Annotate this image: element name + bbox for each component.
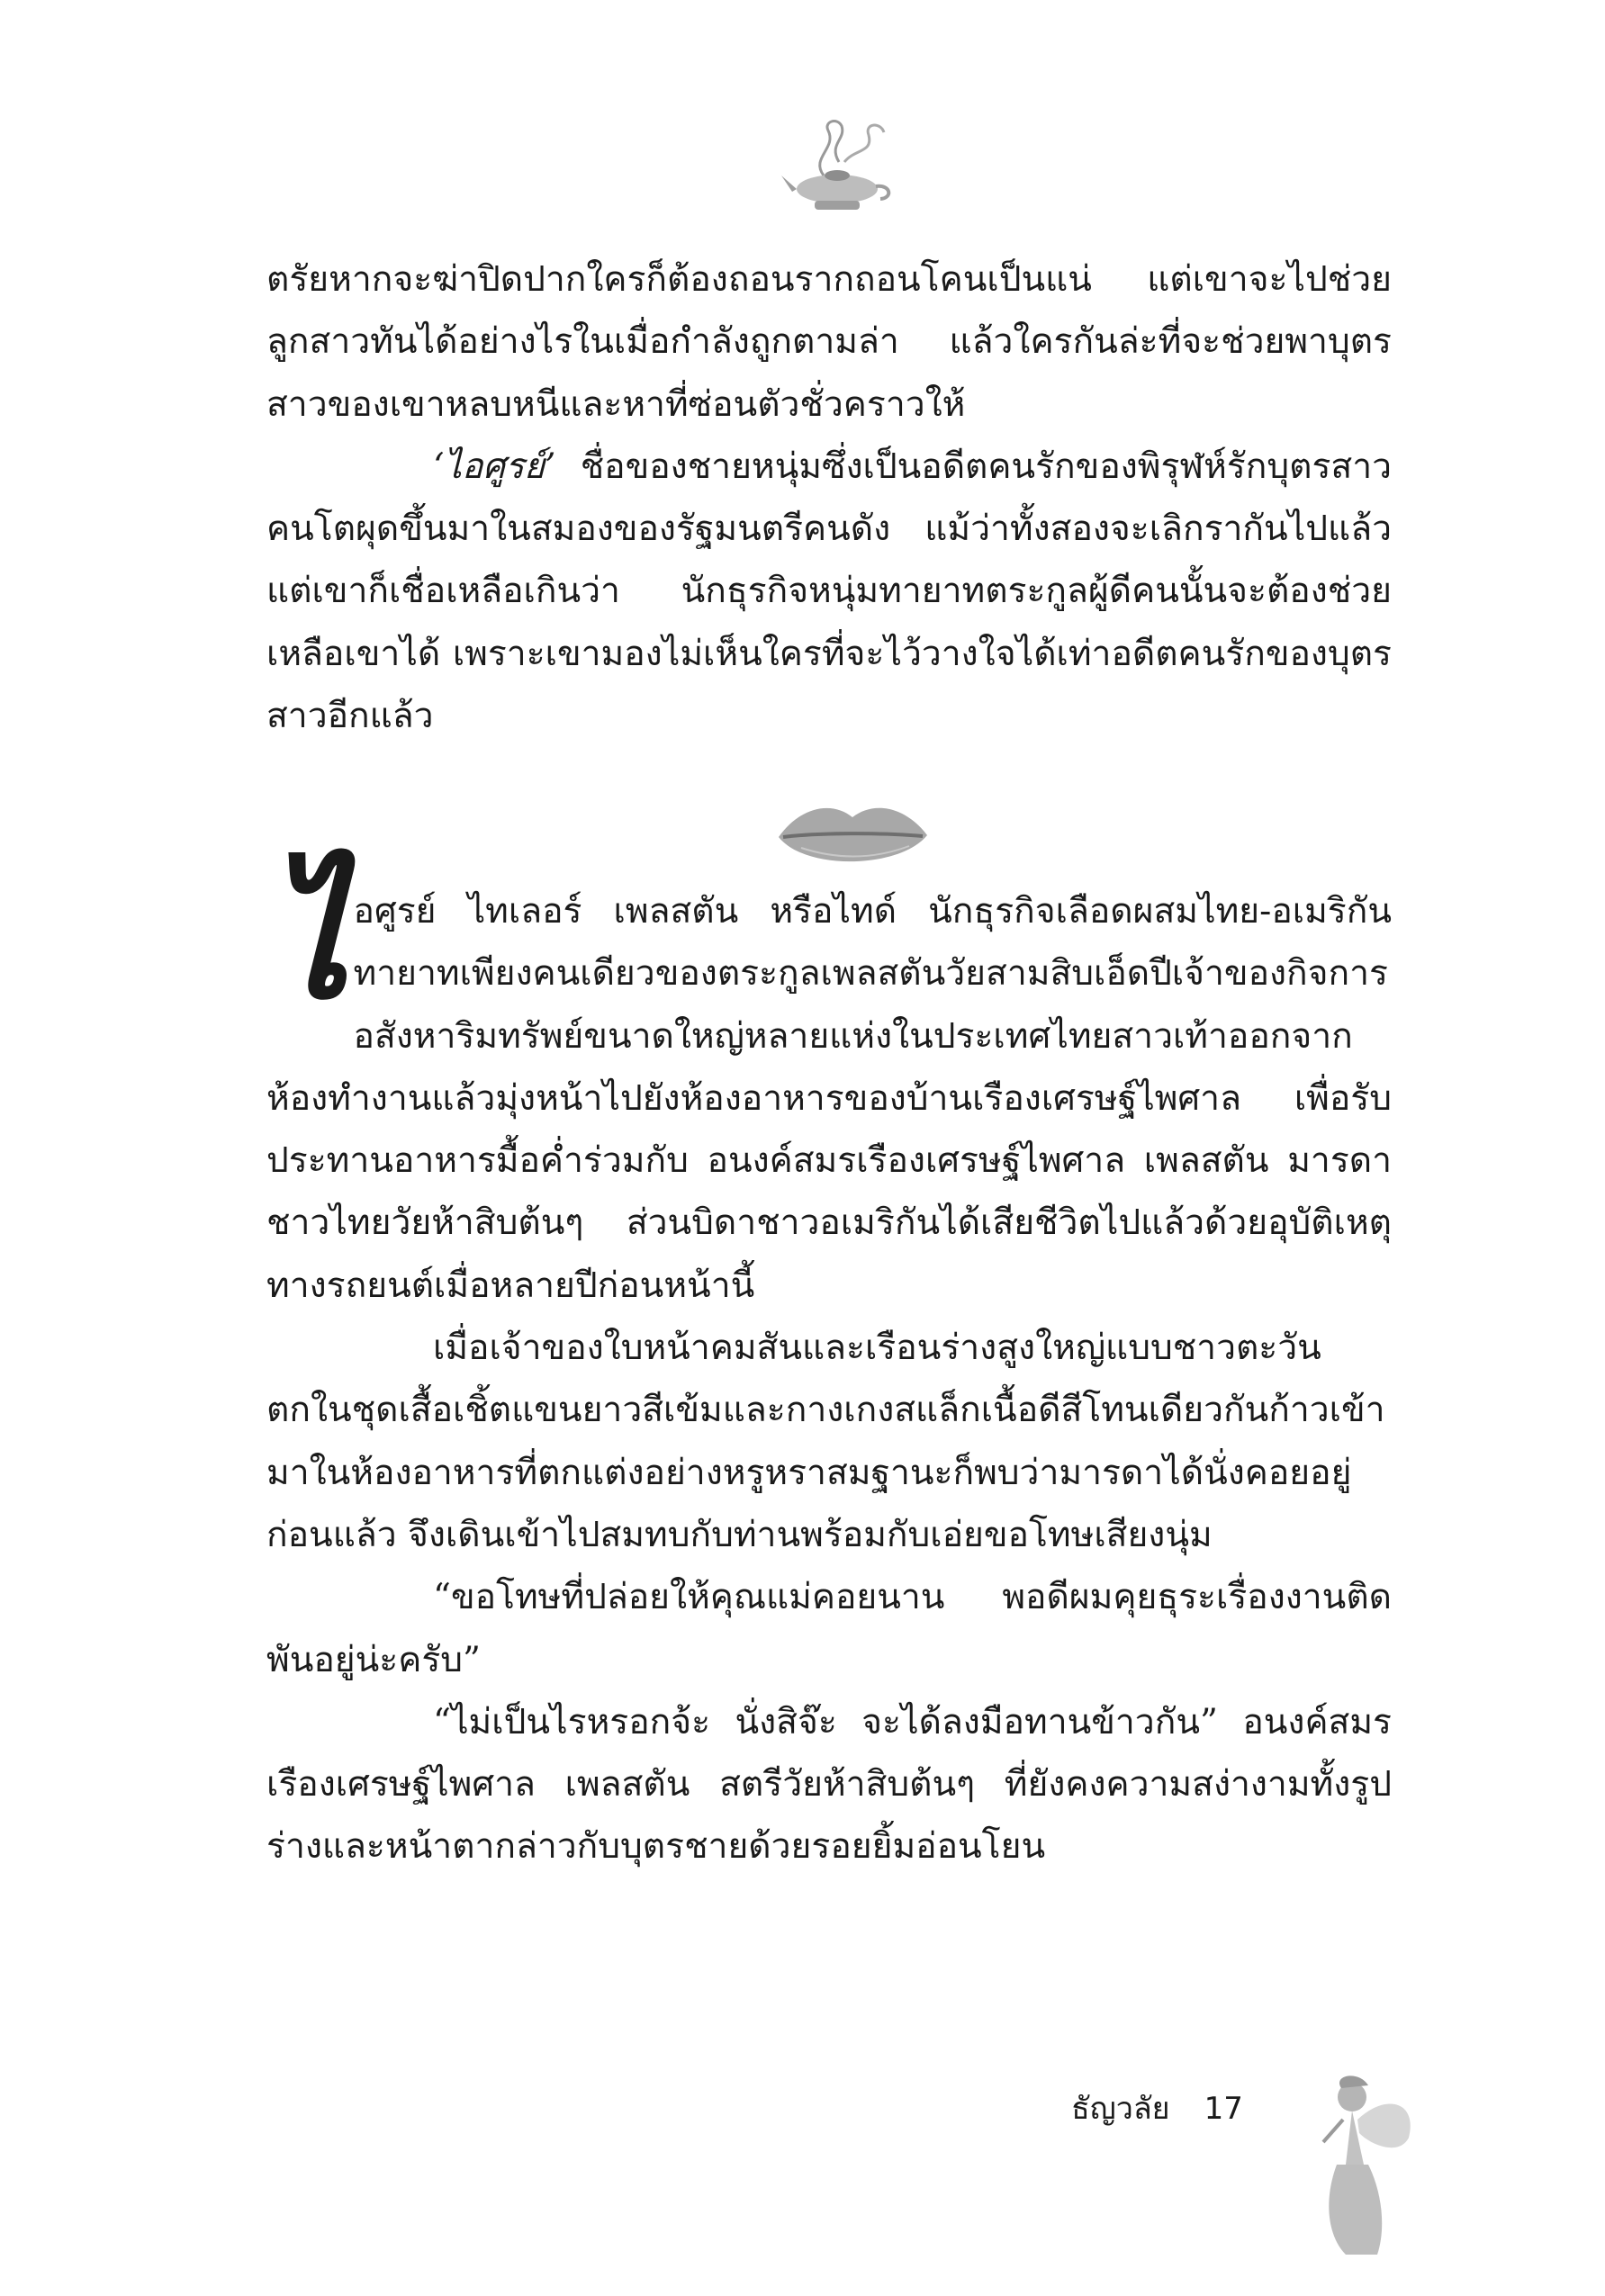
drop-cap: ไ	[266, 845, 348, 1035]
paragraph: เมื่อเจ้าของใบหน้าคมสันและเรือนร่างสูงใหญ่แบบชาวตะวันตกในชุดเสื้อเชิ้ตแขนยาวสีเข้มและกางเกงสแล็กเนื้อดีสีโทนเดียวกันก้าวเข้ามาในห้องอาหารที่ตกแต่งอย่างหรูหราสมฐานะก็พบว่ามารดาได้นั่งคอยอยู่ก่อนแล้ว จึงเดินเข้าไปสมทบกับท่านพร้อมกับเอ่ยขอโทษเสียงนุ่ม	[266, 1328, 1385, 1555]
page-footer	[1071, 2084, 1277, 2132]
paragraph: “ขอโทษที่ปล่อยให้คุณแม่คอยนาน พอดีผมคุยธุระเรื่องงานติดพันอยู่น่ะครับ”	[266, 1577, 1392, 1680]
paragraph	[266, 845, 1392, 1317]
paragraph: ตรัยหากจะฆ่าปิดปากใครก็ต้องถอนรากถอนโคนเป็นแน่ แต่เขาจะไปช่วยลูกสาวทันได้อย่างไรในเมื่อกำลังถูกตามล่า แล้วใครกันล่ะที่จะช่วยพาบุตรสาวของเขาหลบหนีและหาที่ซ่อนตัวชั่วคราวให้	[266, 259, 1392, 425]
lips-icon	[774, 792, 932, 878]
fairy-icon	[1296, 2066, 1422, 2259]
author-name: ธัญวลัย	[1071, 2091, 1170, 2127]
text-block-chapter	[266, 845, 1392, 1878]
text-block-intro	[266, 248, 1392, 747]
paragraph: “ไม่เป็นไรหรอกจ้ะ นั่งสิจ๊ะ จะได้ลงมือทานข้าวกัน” อนงค์สมรเรืองเศรษฐ์ไพศาล เพลสตัน สตรีวัยห้าสิบต้นๆ ที่ยังคงความสง่างามทั้งรูปร่างและหน้าตากล่าวกับบุตรชายด้วยรอยยิ้มอ่อนโยน	[266, 1701, 1392, 1868]
page-number: 17	[1204, 2091, 1243, 2127]
paragraph	[266, 436, 1392, 747]
paragraph-text: อศูรย์ ไทเลอร์ เพลสตัน หรือไทด์ นักธุรกิจเลือดผสมไทย-อเมริกัน ทายาทเพียงคนเดียวของตระกูลเพลสตันวัยสามสิบเอ็ดปีเจ้าของกิจการอสังหาริมทรัพย์ขนาดใหญ่หลายแห่งในประเทศไทยสาวเท้าออกจากห้องทำงานแล้วมุ่งหน้าไปยังห้องอาหารของบ้านเรืองเศรษฐ์ไพศาล เพื่อรับประทานอาหารมื้อค่ำร่วมกับ อนงค์สมรเรืองเศรษฐ์ไพศาล เพลสตัน มารดาชาวไทยวัยห้าสิบต้นๆ ส่วนบิดาชาวอเมริกันได้เสียชีวิตไปแล้วด้วยอุบัติเหตุทางรถยนต์เมื่อหลายปีก่อนหน้านี้	[266, 891, 1392, 1306]
emphasized-name: ‘ไอศูรย์’	[433, 446, 556, 487]
paragraph-text: ชื่อของชายหนุ่มซึ่งเป็นอดีตคนรักของพิรุฬห์รักบุตรสาวคนโตผุดขึ้นมาในสมองของรัฐมนตรีคนดัง แม้ว่าทั้งสองจะเลิกรากันไปแล้ว แต่เขาก็เชื่อเหลือเกินว่า นักธุรกิจหนุ่มทายาทตระกูลผู้ดีคนนั้นจะต้องช่วยเหลือเขาได้ เพราะเขามองไม่เห็นใครที่จะไว้วางใจได้เท่าอดีตคนรักของบุตรสาวอีกแล้ว	[266, 446, 1392, 737]
magic-lamp-icon	[774, 113, 900, 221]
